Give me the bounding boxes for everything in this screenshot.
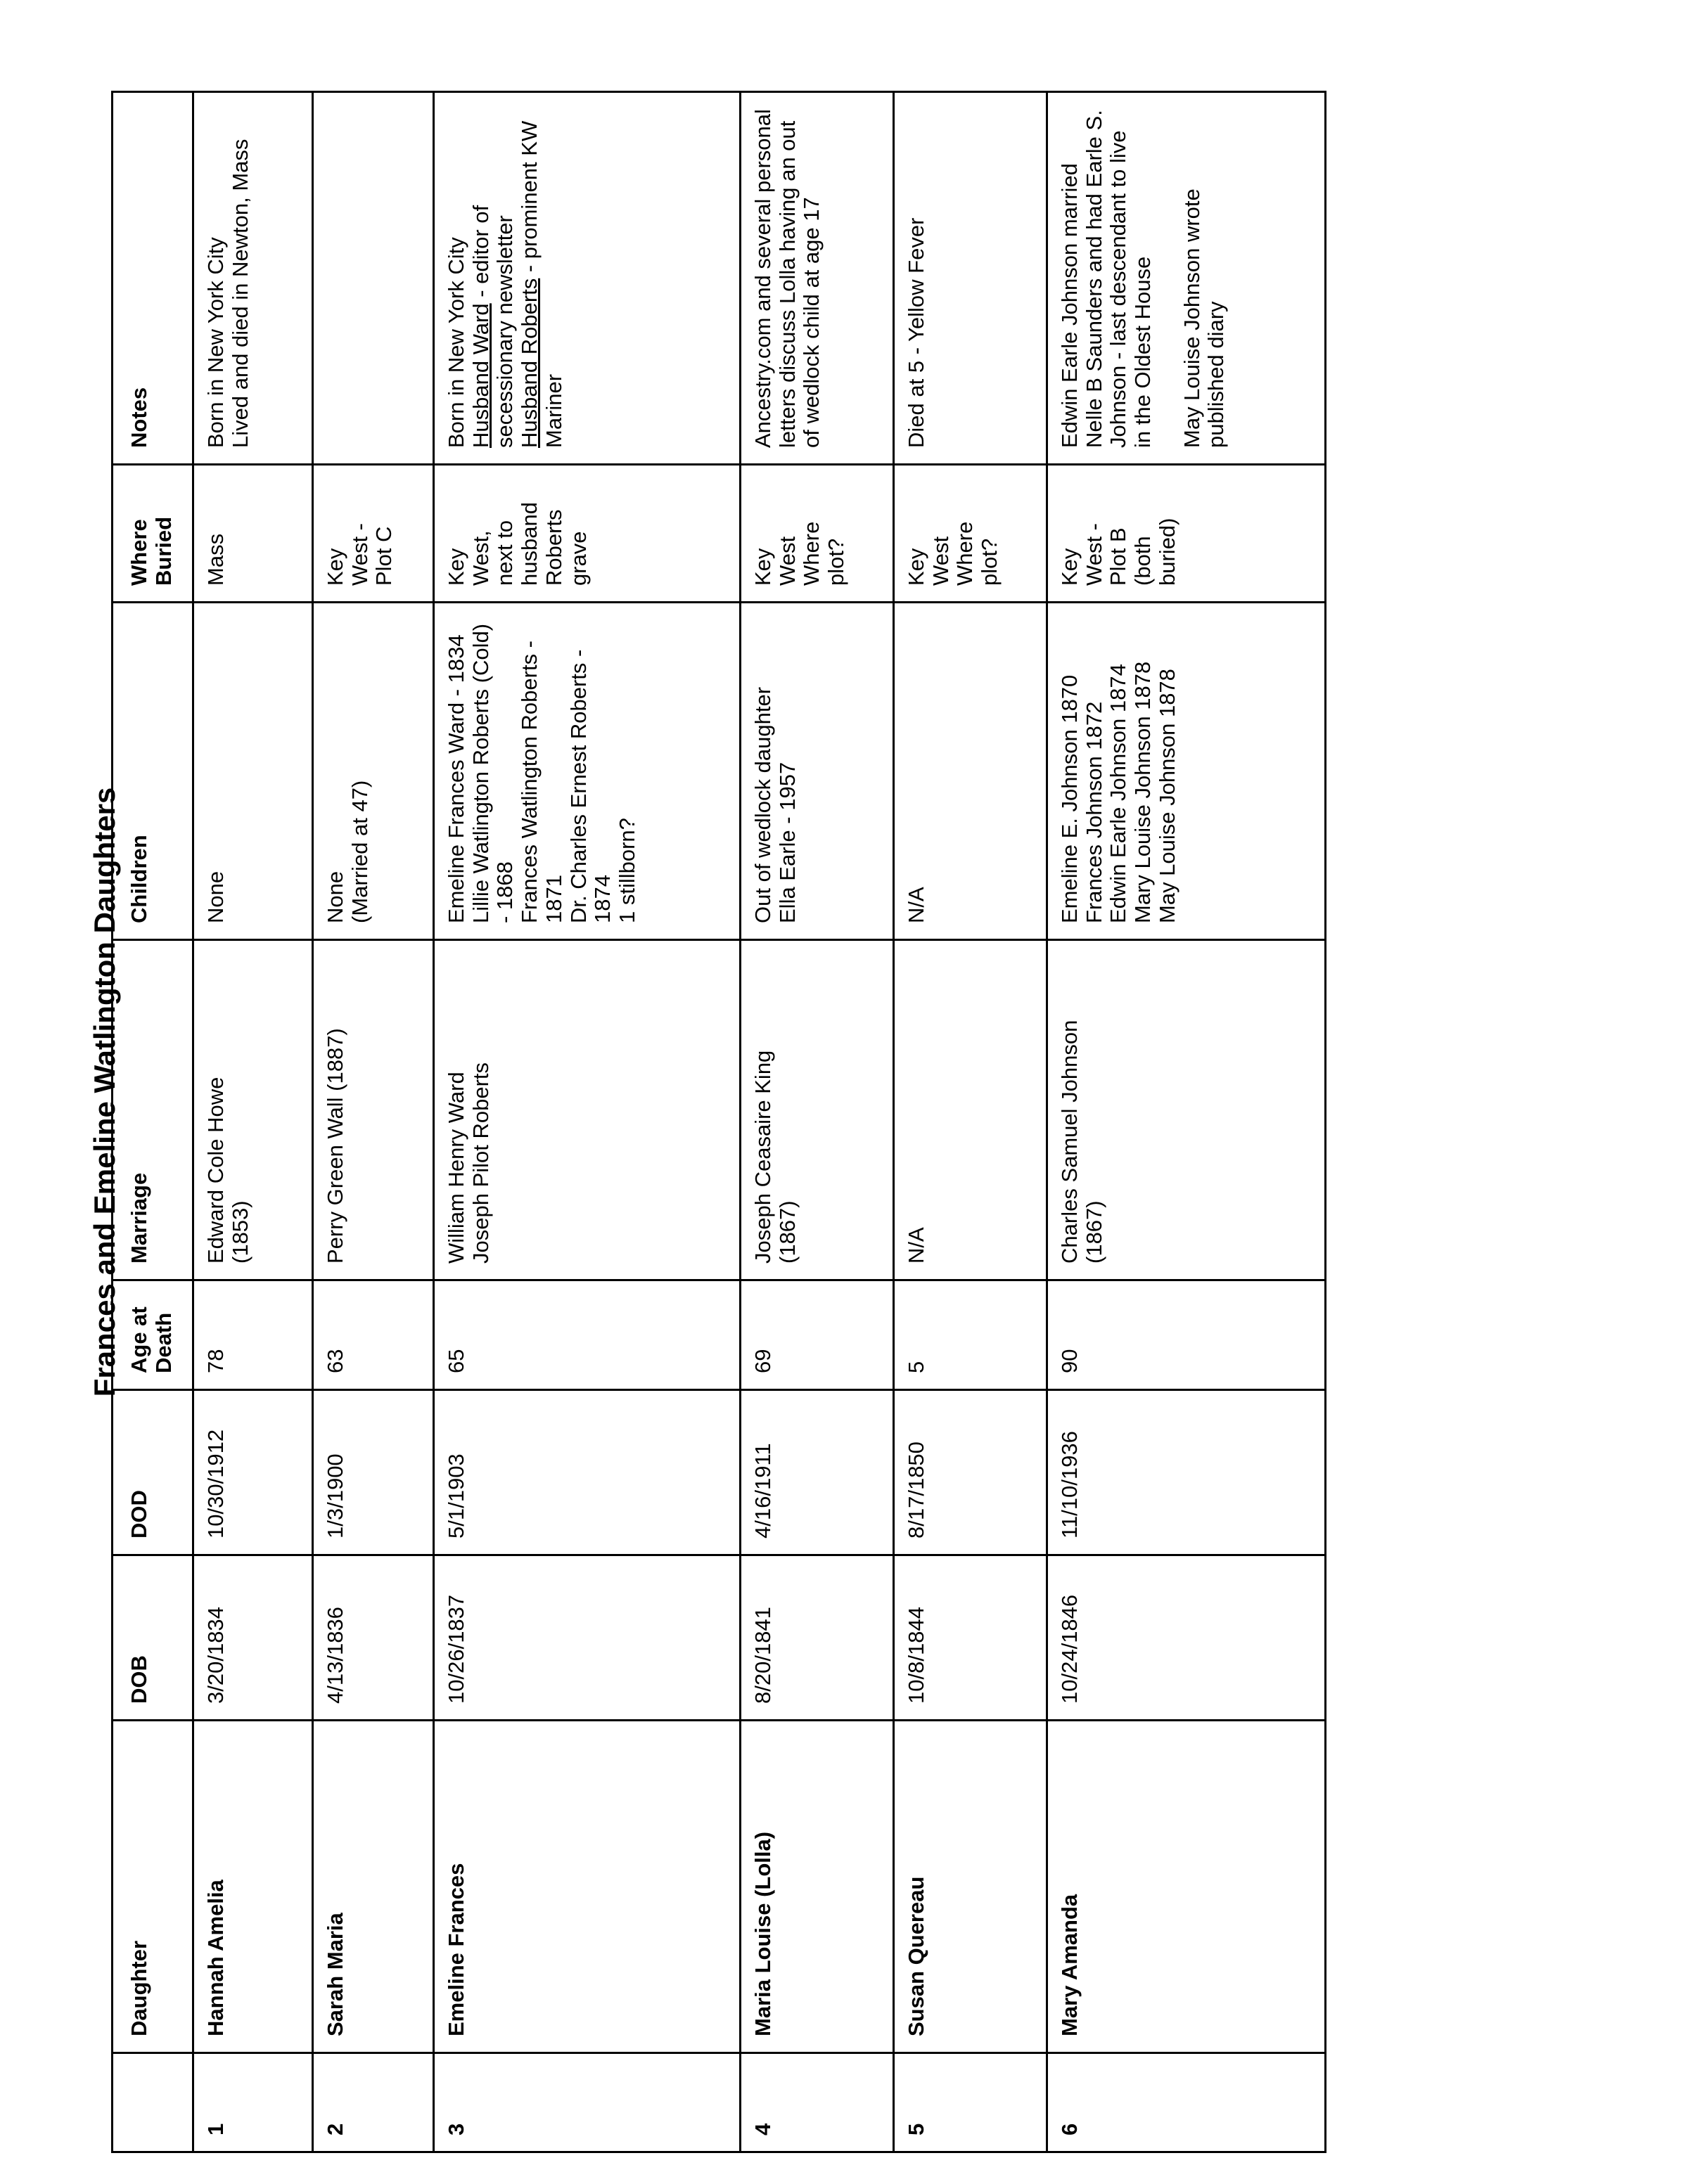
notes-cell: Died at 5 - Yellow Fever — [894, 92, 1047, 465]
header-marriage: Marriage — [113, 940, 193, 1280]
table-row — [193, 92, 313, 2152]
marriage-cell: Edward Cole Howe (1853) — [193, 940, 313, 1280]
table-row — [741, 92, 894, 2152]
buried-cell: Key West, next to husband Roberts grave — [434, 465, 741, 603]
daughter-name: Susan Quereau — [894, 1721, 1047, 2053]
dob-cell: 10/26/1837 — [434, 1555, 741, 1721]
table-row — [313, 92, 434, 2152]
marriage-cell: Joseph Ceasaire King (1867) — [741, 940, 894, 1280]
marriage-cell: William Henry Ward Joseph Pilot Roberts — [434, 940, 741, 1280]
children-cell: Emeline E. Johnson 1870 Frances Johnson 1872 Edwin Earle Johnson 1874 Mary Louise Johnson 1878 May Louise Johnson 1878 — [1047, 603, 1326, 940]
marriage-cell: N/A — [894, 940, 1047, 1280]
header-where-buried: Where Buried — [113, 465, 193, 603]
dob-cell: 4/13/1836 — [313, 1555, 434, 1721]
row-number: 2 — [313, 2053, 434, 2152]
notes-cell: Edwin Earle Johnson married Nelle B Saunders and had Earle S. Johnson - last descendant to live in the Oldest House May Louise Johnson wrote published diary — [1047, 92, 1326, 465]
dob-cell: 8/20/1841 — [741, 1555, 894, 1721]
children-cell: Emeline Frances Ward - 1834 Lillie Watlington Roberts (Cold) - 1868 Frances Watlington Roberts - 1871 Dr. Charles Ernest Roberts - 1874 1 stillborn? — [434, 603, 741, 940]
buried-cell: Key West - Plot B (both buried) — [1047, 465, 1326, 603]
buried-cell: Key West Where plot? — [894, 465, 1047, 603]
notes-cell — [313, 92, 434, 465]
dod-cell: 1/3/1900 — [313, 1390, 434, 1555]
husband-roberts-link: Husband Roberts — [517, 278, 542, 448]
age-cell: 69 — [741, 1280, 894, 1390]
notes-cell: Ancestry.com and several personal letters discuss Lolla having an out of wedlock child at age 17 — [741, 92, 894, 465]
dob-cell: 10/8/1844 — [894, 1555, 1047, 1721]
header-daughter: Daughter — [113, 1721, 193, 2053]
header-age-at-death: Age at Death — [113, 1280, 193, 1390]
age-cell: 63 — [313, 1280, 434, 1390]
children-cell: Out of wedlock daughter Ella Earle - 1957 — [741, 603, 894, 940]
dod-cell: 5/1/1903 — [434, 1390, 741, 1555]
row-number: 4 — [741, 2053, 894, 2152]
buried-cell: Mass — [193, 465, 313, 603]
dod-cell: 8/17/1850 — [894, 1390, 1047, 1555]
daughter-name: Mary Amanda — [1047, 1721, 1326, 2053]
daughter-name: Sarah Maria — [313, 1721, 434, 2053]
header-notes: Notes — [113, 92, 193, 465]
marriage-cell: Charles Samuel Johnson (1867) — [1047, 940, 1326, 1280]
header-dob: DOB — [113, 1555, 193, 1721]
row-number: 5 — [894, 2053, 1047, 2152]
row-number: 1 — [193, 2053, 313, 2152]
page-title: Frances and Emeline Watlington Daughters — [88, 787, 121, 1397]
table-row — [1047, 92, 1326, 2152]
daughter-name: Hannah Amelia — [193, 1721, 313, 2053]
table-row — [894, 92, 1047, 2152]
dob-cell: 10/24/1846 — [1047, 1555, 1326, 1721]
dod-cell: 10/30/1912 — [193, 1390, 313, 1555]
dob-cell: 3/20/1834 — [193, 1555, 313, 1721]
husband-ward-link: Husband Ward — [468, 303, 493, 448]
daughters-table — [111, 91, 1326, 2153]
age-cell: 5 — [894, 1280, 1047, 1390]
age-cell: 65 — [434, 1280, 741, 1390]
age-cell: 90 — [1047, 1280, 1326, 1390]
header-children: Children — [113, 603, 193, 940]
notes-cell: Born in New York City Lived and died in Newton, Mass — [193, 92, 313, 465]
marriage-cell: Perry Green Wall (1887) — [313, 940, 434, 1280]
table-row — [434, 92, 741, 2152]
age-cell: 78 — [193, 1280, 313, 1390]
children-cell: None — [193, 603, 313, 940]
children-cell: None (Married at 47) — [313, 603, 434, 940]
row-number: 3 — [434, 2053, 741, 2152]
daughter-name: Maria Louise (Lolla) — [741, 1721, 894, 2053]
children-cell: N/A — [894, 603, 1047, 940]
buried-cell: Key West - Plot C — [313, 465, 434, 603]
dod-cell: 11/10/1936 — [1047, 1390, 1326, 1555]
dod-cell: 4/16/1911 — [741, 1390, 894, 1555]
buried-cell: Key West Where plot? — [741, 465, 894, 603]
header-row — [113, 92, 193, 2152]
daughter-name: Emeline Frances — [434, 1721, 741, 2053]
header-dod: DOD — [113, 1390, 193, 1555]
header-num — [113, 2053, 193, 2152]
row-number: 6 — [1047, 2053, 1326, 2152]
notes-cell: Born in New York City Husband Ward - editor of secessionary newsletter Husband Roberts - prominent KW Mariner — [434, 92, 741, 465]
